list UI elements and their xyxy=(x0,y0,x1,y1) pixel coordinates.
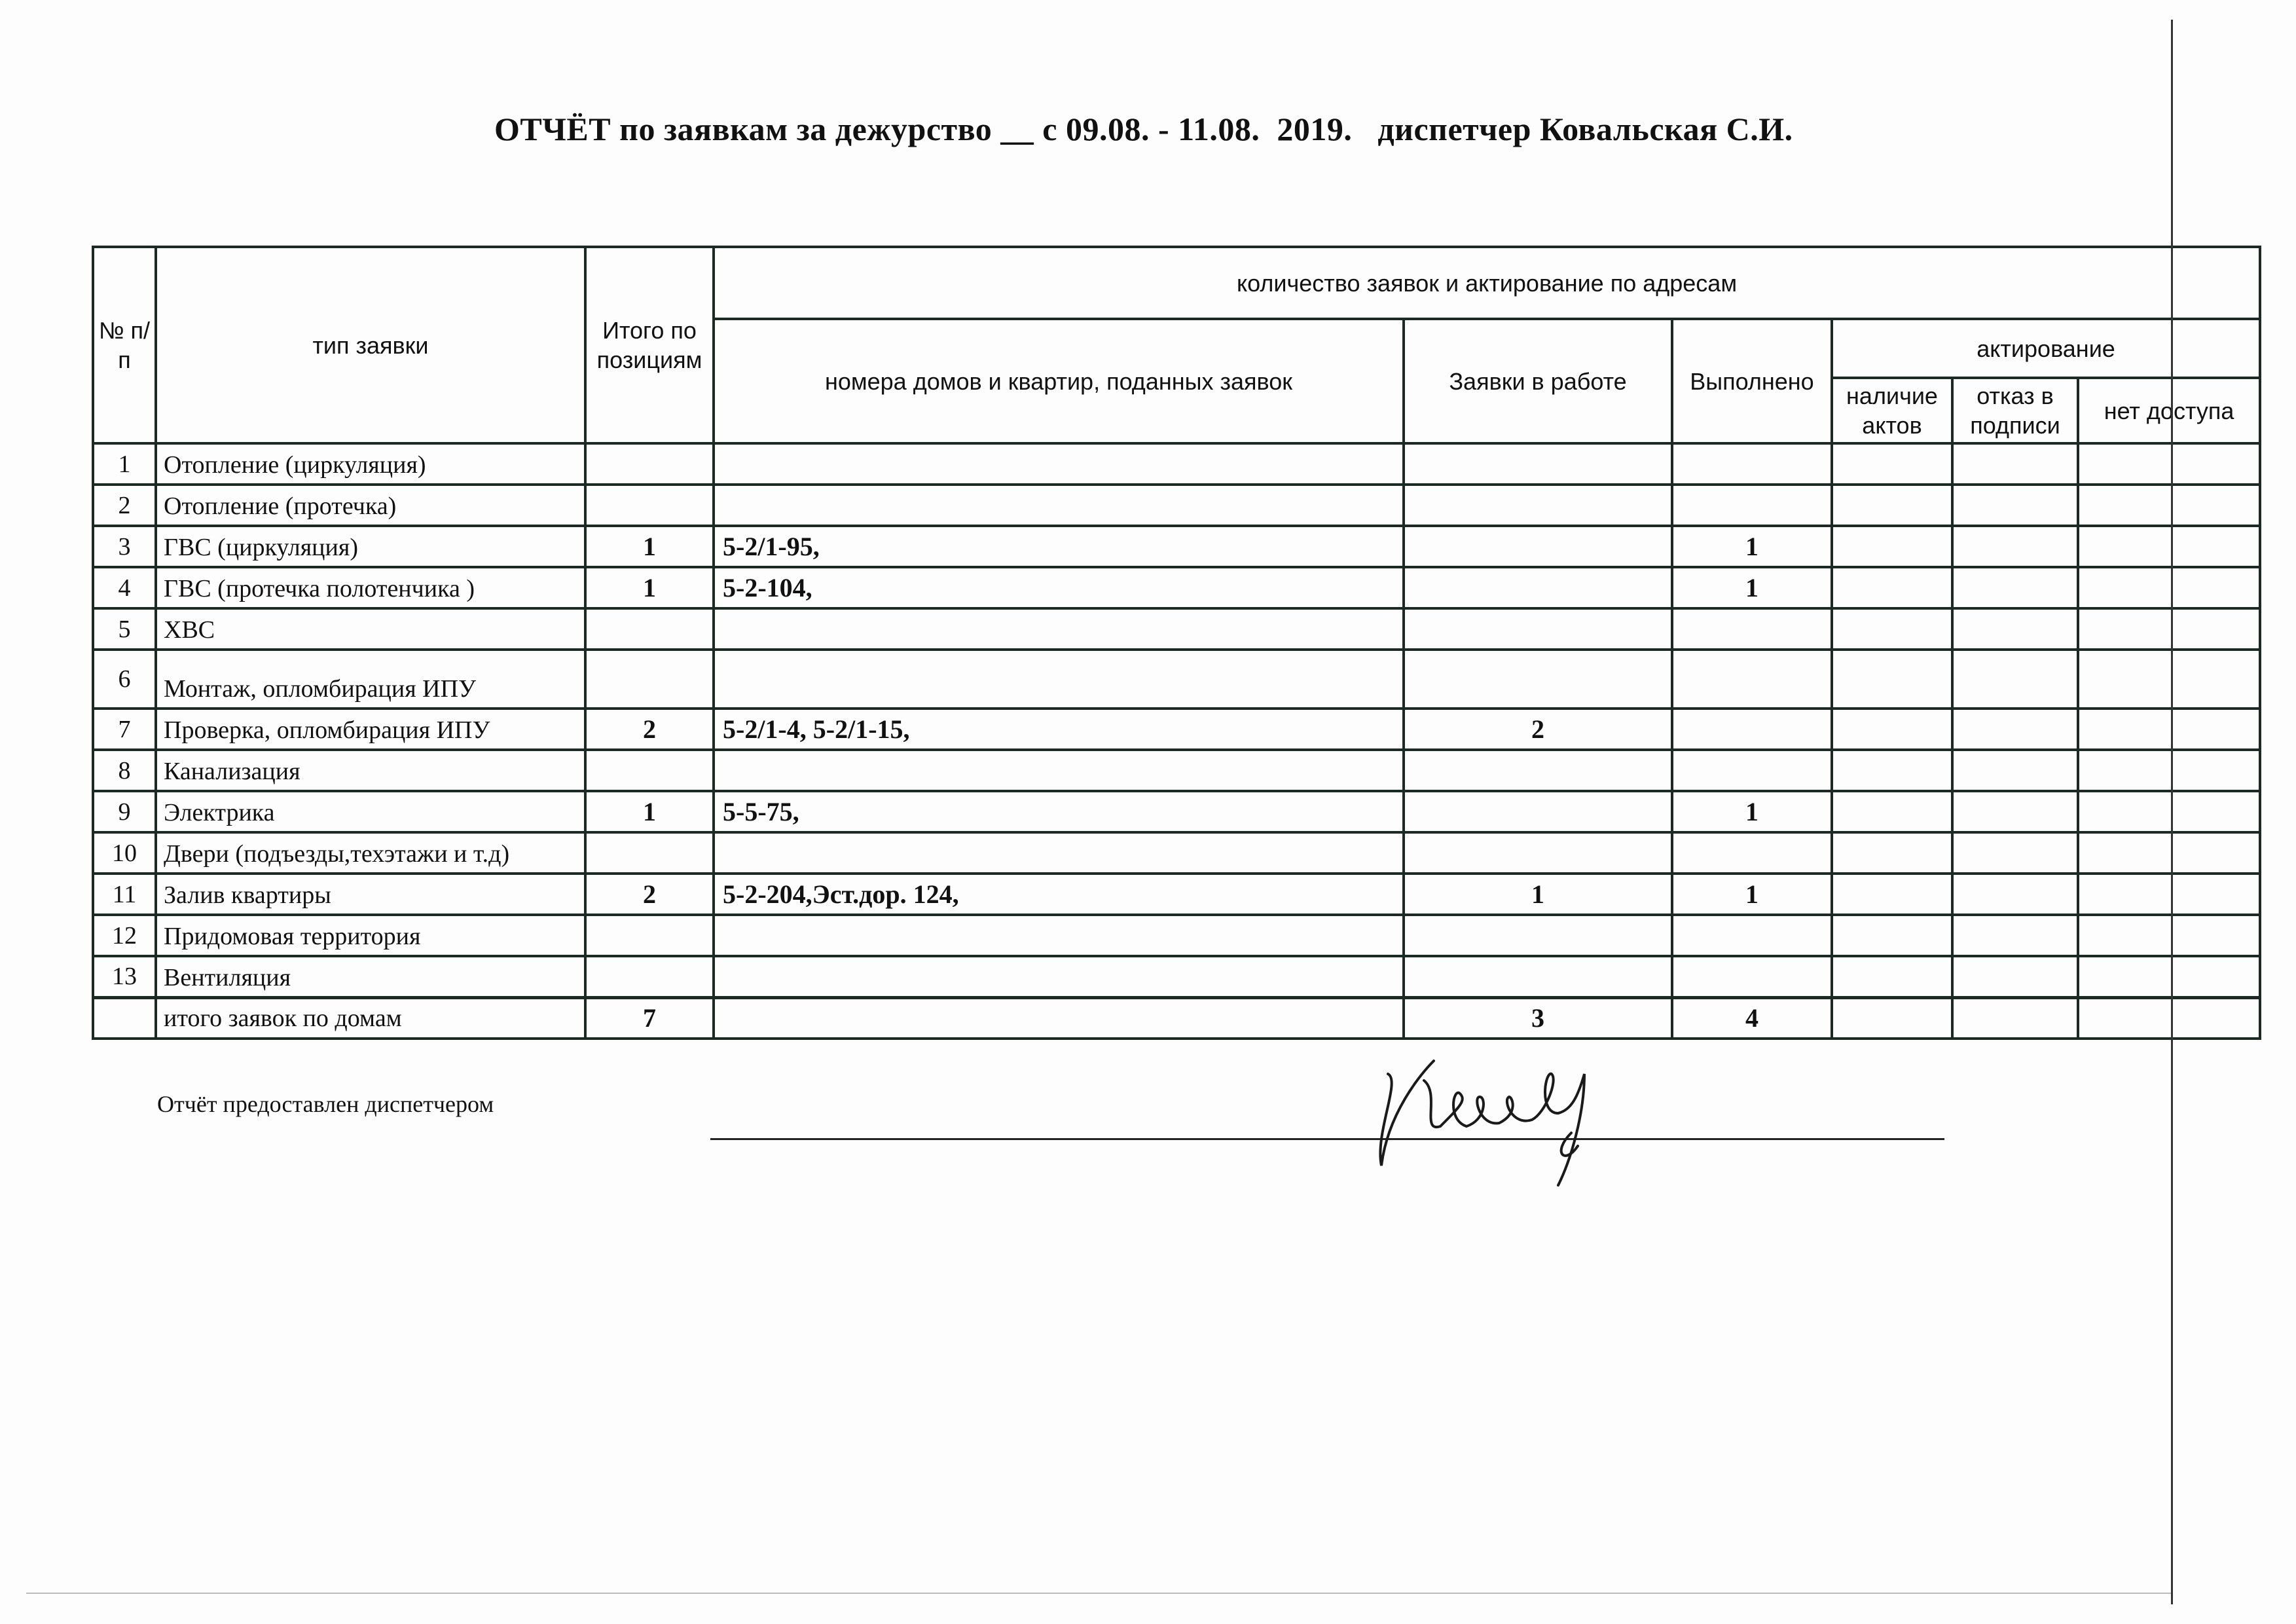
row-type: ГВС (протечка полотенчика ) xyxy=(156,567,585,608)
table-row xyxy=(93,443,2260,485)
table-row xyxy=(93,956,2260,997)
row-in-work xyxy=(1404,608,1672,650)
row-type: ХВС xyxy=(156,608,585,650)
row-total xyxy=(585,750,714,791)
row-signature-refusal xyxy=(1952,956,2078,997)
row-acts-present xyxy=(1832,791,1952,832)
row-addresses xyxy=(714,915,1404,956)
totals-addresses xyxy=(714,997,1404,1039)
row-acts-present xyxy=(1832,832,1952,874)
row-addresses xyxy=(714,443,1404,485)
row-num: 2 xyxy=(93,485,156,526)
totals-total: 7 xyxy=(585,997,714,1039)
row-num: 4 xyxy=(93,567,156,608)
row-no-access xyxy=(2078,485,2260,526)
row-in-work xyxy=(1404,650,1672,709)
row-in-work xyxy=(1404,526,1672,567)
row-in-work xyxy=(1404,791,1672,832)
row-total: 1 xyxy=(585,526,714,567)
row-in-work xyxy=(1404,485,1672,526)
row-addresses xyxy=(714,485,1404,526)
header-in-work: Заявки в работе xyxy=(1404,319,1672,443)
row-done xyxy=(1672,915,1832,956)
row-in-work: 1 xyxy=(1404,874,1672,915)
row-total xyxy=(585,832,714,874)
table-row xyxy=(93,791,2260,832)
totals-num xyxy=(93,997,156,1039)
row-no-access xyxy=(2078,832,2260,874)
row-signature-refusal xyxy=(1952,750,2078,791)
row-addresses xyxy=(714,608,1404,650)
row-in-work xyxy=(1404,832,1672,874)
table-row xyxy=(93,650,2260,709)
table-body xyxy=(93,443,2260,1039)
page-edge-bottom xyxy=(26,1593,2171,1594)
row-done: 1 xyxy=(1672,567,1832,608)
row-in-work xyxy=(1404,567,1672,608)
row-total xyxy=(585,443,714,485)
row-no-access xyxy=(2078,750,2260,791)
row-in-work xyxy=(1404,750,1672,791)
row-addresses: 5-2-204,Эст.дор. 124, xyxy=(714,874,1404,915)
row-done: 1 xyxy=(1672,874,1832,915)
row-type: Электрика xyxy=(156,791,585,832)
row-addresses xyxy=(714,832,1404,874)
table-row xyxy=(93,750,2260,791)
row-acts-present xyxy=(1832,608,1952,650)
table-row xyxy=(93,526,2260,567)
row-num: 6 xyxy=(93,650,156,709)
row-signature-refusal xyxy=(1952,650,2078,709)
row-done: 1 xyxy=(1672,526,1832,567)
header-signature-refusal: отказ в подписи xyxy=(1952,378,2078,443)
report-title xyxy=(494,110,1793,148)
row-acts-present xyxy=(1832,874,1952,915)
signature-image xyxy=(1362,1035,1676,1198)
row-type: Отопление (циркуляция) xyxy=(156,443,585,485)
row-signature-refusal xyxy=(1952,915,2078,956)
row-no-access xyxy=(2078,956,2260,997)
row-total: 2 xyxy=(585,709,714,750)
row-type: Монтаж, опломбирация ИПУ xyxy=(156,650,585,709)
row-in-work xyxy=(1404,443,1672,485)
row-total xyxy=(585,915,714,956)
row-signature-refusal xyxy=(1952,567,2078,608)
title-prefix: ОТЧЁТ по заявкам за дежурство __ с 09.08. - 11.08. 2019. xyxy=(494,111,1353,147)
row-no-access xyxy=(2078,443,2260,485)
row-type: Канализация xyxy=(156,750,585,791)
row-addresses xyxy=(714,956,1404,997)
header-acts-present: наличие актов xyxy=(1832,378,1952,443)
table-row xyxy=(93,485,2260,526)
row-total xyxy=(585,956,714,997)
row-acts-present xyxy=(1832,443,1952,485)
row-num: 10 xyxy=(93,832,156,874)
row-signature-refusal xyxy=(1952,608,2078,650)
row-done xyxy=(1672,750,1832,791)
row-in-work: 2 xyxy=(1404,709,1672,750)
page-edge-right xyxy=(2171,20,2173,1604)
row-signature-refusal xyxy=(1952,832,2078,874)
table-row xyxy=(93,608,2260,650)
row-total xyxy=(585,650,714,709)
totals-done: 4 xyxy=(1672,997,1832,1039)
report-table xyxy=(92,246,2261,1040)
row-in-work xyxy=(1404,956,1672,997)
row-acts-present xyxy=(1832,567,1952,608)
row-total: 1 xyxy=(585,791,714,832)
row-signature-refusal xyxy=(1952,874,2078,915)
dispatcher-label: диспетчер xyxy=(1377,111,1531,147)
row-total xyxy=(585,608,714,650)
row-num: 3 xyxy=(93,526,156,567)
row-done xyxy=(1672,956,1832,997)
table-row xyxy=(93,874,2260,915)
totals-acts-present xyxy=(1832,997,1952,1039)
row-acts-present xyxy=(1832,709,1952,750)
row-in-work xyxy=(1404,915,1672,956)
row-total xyxy=(585,485,714,526)
row-no-access xyxy=(2078,915,2260,956)
row-done xyxy=(1672,832,1832,874)
row-type: Вентиляция xyxy=(156,956,585,997)
row-acts-present xyxy=(1832,915,1952,956)
row-type: Залив квартиры xyxy=(156,874,585,915)
row-num: 8 xyxy=(93,750,156,791)
row-acts-present xyxy=(1832,485,1952,526)
row-no-access xyxy=(2078,791,2260,832)
table-row xyxy=(93,567,2260,608)
row-signature-refusal xyxy=(1952,791,2078,832)
row-acts-present xyxy=(1832,526,1952,567)
row-num: 13 xyxy=(93,956,156,997)
row-type: ГВС (циркуляция) xyxy=(156,526,585,567)
table-row xyxy=(93,915,2260,956)
row-done xyxy=(1672,608,1832,650)
row-no-access xyxy=(2078,650,2260,709)
row-num: 9 xyxy=(93,791,156,832)
row-acts-present xyxy=(1832,956,1952,997)
row-no-access xyxy=(2078,874,2260,915)
row-addresses xyxy=(714,750,1404,791)
totals-in-work: 3 xyxy=(1404,997,1672,1039)
dispatcher-name: Ковальская С.И. xyxy=(1539,111,1793,147)
row-no-access xyxy=(2078,526,2260,567)
totals-label: итого заявок по домам xyxy=(156,997,585,1039)
header-no-access: нет доступа xyxy=(2078,378,2260,443)
table-row xyxy=(93,709,2260,750)
row-acts-present xyxy=(1832,750,1952,791)
header-num: № п/п xyxy=(93,247,156,443)
row-type: Проверка, опломбирация ИПУ xyxy=(156,709,585,750)
row-acts-present xyxy=(1832,650,1952,709)
row-total: 2 xyxy=(585,874,714,915)
row-signature-refusal xyxy=(1952,485,2078,526)
totals-no-access xyxy=(2078,997,2260,1039)
row-done xyxy=(1672,709,1832,750)
row-addresses: 5-5-75, xyxy=(714,791,1404,832)
row-type: Двери (подъезды,техэтажи и т.д) xyxy=(156,832,585,874)
row-type: Отопление (протечка) xyxy=(156,485,585,526)
row-type: Придомовая территория xyxy=(156,915,585,956)
row-done xyxy=(1672,650,1832,709)
row-no-access xyxy=(2078,567,2260,608)
row-num: 7 xyxy=(93,709,156,750)
header-total: Итого по позициям xyxy=(585,247,714,443)
row-addresses: 5-2-104, xyxy=(714,567,1404,608)
row-signature-refusal xyxy=(1952,709,2078,750)
header-addresses: номера домов и квартир, поданных заявок xyxy=(714,319,1404,443)
header-acting: актирование xyxy=(1832,319,2260,378)
row-no-access xyxy=(2078,608,2260,650)
row-num: 12 xyxy=(93,915,156,956)
header-type: тип заявки xyxy=(156,247,585,443)
header-done: Выполнено xyxy=(1672,319,1832,443)
row-addresses: 5-2/1-4, 5-2/1-15, xyxy=(714,709,1404,750)
header-group: количество заявок и актирование по адресам xyxy=(714,247,2260,319)
totals-signature-refusal xyxy=(1952,997,2078,1039)
row-done xyxy=(1672,443,1832,485)
totals-row xyxy=(93,997,2260,1039)
row-signature-refusal xyxy=(1952,526,2078,567)
footer-label: Отчёт предоставлен диспетчером xyxy=(157,1091,494,1117)
row-total: 1 xyxy=(585,567,714,608)
signature-line xyxy=(710,1138,1944,1140)
table-row xyxy=(93,832,2260,874)
row-signature-refusal xyxy=(1952,443,2078,485)
row-num: 1 xyxy=(93,443,156,485)
row-num: 5 xyxy=(93,608,156,650)
row-no-access xyxy=(2078,709,2260,750)
row-num: 11 xyxy=(93,874,156,915)
row-done: 1 xyxy=(1672,791,1832,832)
row-addresses: 5-2/1-95, xyxy=(714,526,1404,567)
row-addresses xyxy=(714,650,1404,709)
row-done xyxy=(1672,485,1832,526)
